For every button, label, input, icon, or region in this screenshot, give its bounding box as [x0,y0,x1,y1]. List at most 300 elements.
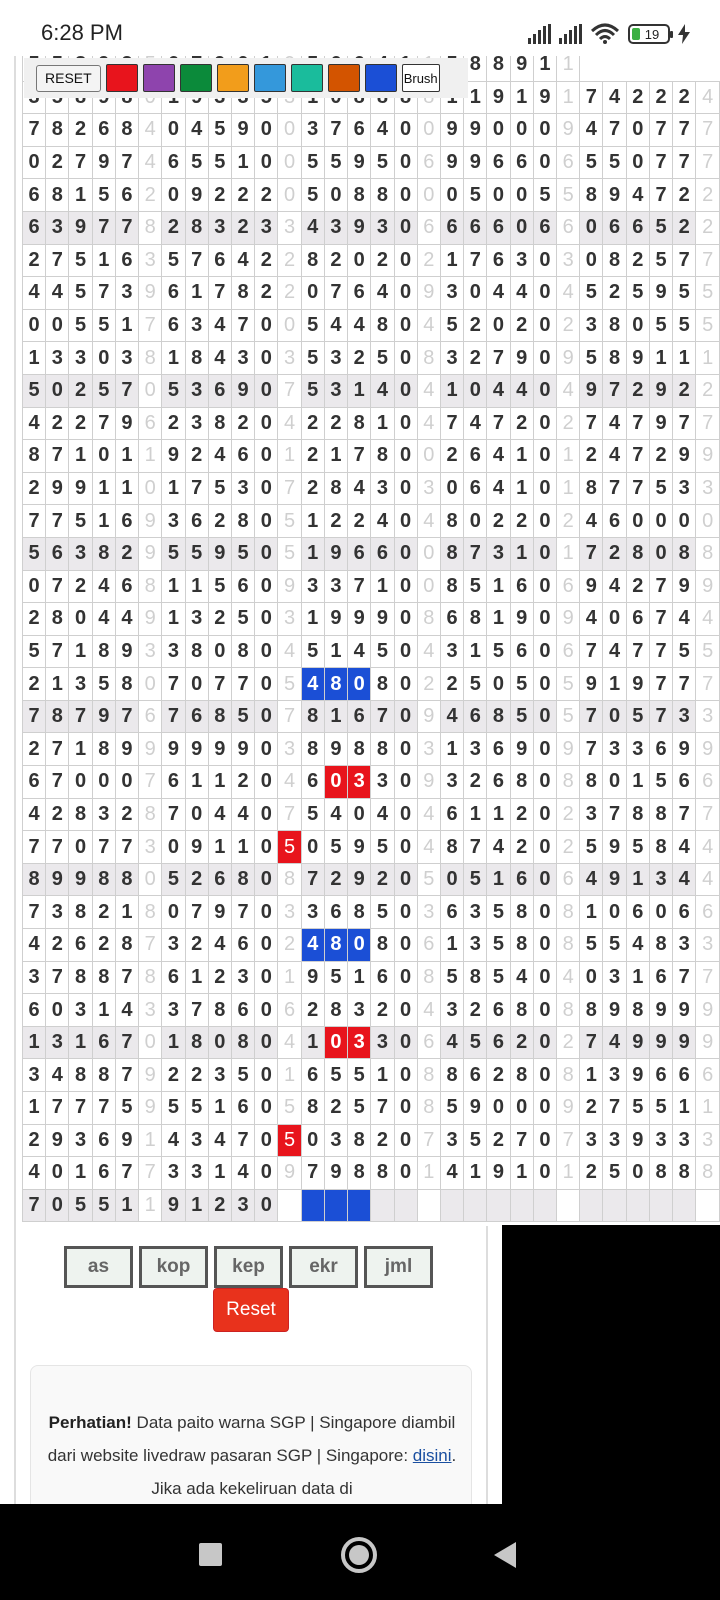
grid-cell[interactable]: 7 [696,244,720,277]
grid-cell[interactable]: 7 [580,635,603,668]
reset-button[interactable]: Reset [213,1288,289,1332]
grid-cell[interactable]: 4 [673,831,696,864]
grid-cell[interactable]: 3 [301,570,324,603]
grid-cell[interactable]: 5 [603,1157,626,1190]
grid-cell[interactable]: 0 [394,733,417,766]
grid-cell[interactable]: 7 [115,374,138,407]
grid-cell[interactable]: 2 [301,440,324,473]
grid-cell[interactable]: 2 [626,244,649,277]
grid-cell[interactable]: 5 [580,342,603,375]
grid-cell[interactable]: 1 [626,961,649,994]
grid-cell[interactable]: 8 [301,733,324,766]
grid-cell[interactable]: 0 [533,342,556,375]
grid-cell[interactable]: 1 [464,81,487,114]
grid-cell[interactable]: 8 [557,766,580,799]
grid-cell[interactable]: 3 [673,700,696,733]
grid-cell[interactable]: 6 [92,1124,115,1157]
grid-cell[interactable]: 6 [348,537,371,570]
grid-cell[interactable]: 8 [440,505,463,538]
grid-cell[interactable]: 6 [301,1059,324,1092]
grid-cell[interactable]: 4 [324,798,347,831]
grid-cell[interactable]: 8 [371,929,394,962]
grid-cell[interactable]: 3 [371,472,394,505]
grid-cell[interactable]: 5 [324,831,347,864]
grid-cell[interactable]: 8 [603,342,626,375]
grid-cell[interactable]: 0 [533,798,556,831]
grid-cell[interactable]: 8 [231,635,254,668]
grid-cell[interactable]: 0 [255,505,278,538]
grid-cell[interactable]: 7 [487,342,510,375]
grid-cell[interactable]: 0 [348,929,371,962]
grid-cell[interactable]: 0 [673,505,696,538]
grid-cell[interactable]: 2 [673,211,696,244]
grid-cell[interactable]: 6 [673,896,696,929]
grid-cell[interactable]: 9 [673,1026,696,1059]
grid-cell[interactable]: 7 [580,81,603,114]
grid-cell[interactable]: 6 [371,537,394,570]
grid-cell[interactable]: 8 [464,961,487,994]
grid-cell[interactable]: 9 [487,81,510,114]
grid-cell[interactable]: 9 [603,994,626,1027]
grid-cell[interactable]: 4 [162,1124,185,1157]
grid-cell[interactable]: 5 [23,374,46,407]
grid-cell[interactable]: 6 [464,1059,487,1092]
grid-cell[interactable]: 1 [301,505,324,538]
grid-cell[interactable]: 0 [649,896,672,929]
grid-cell[interactable]: 0 [394,211,417,244]
grid-cell[interactable]: 4 [348,309,371,342]
grid-cell[interactable]: 6 [162,309,185,342]
grid-cell[interactable]: 5 [231,603,254,636]
grid-cell[interactable]: 0 [46,374,69,407]
grid-cell[interactable]: 0 [533,407,556,440]
grid-cell[interactable]: 7 [162,798,185,831]
grid-cell[interactable]: 2 [162,407,185,440]
grid-cell[interactable]: 0 [394,994,417,1027]
grid-cell[interactable]: 7 [278,798,301,831]
grid-cell[interactable]: 7 [417,1124,440,1157]
grid-cell[interactable]: 0 [533,570,556,603]
grid-cell[interactable]: 0 [533,831,556,864]
grid-cell[interactable]: 5 [464,863,487,896]
grid-cell[interactable]: 7 [371,700,394,733]
grid-cell[interactable]: 1 [231,146,254,179]
grid-cell[interactable]: 8 [208,700,231,733]
grid-cell[interactable]: 1 [301,537,324,570]
grid-cell[interactable]: 1 [371,1059,394,1092]
grid-cell[interactable]: 7 [510,1124,533,1157]
grid-cell[interactable] [603,1189,626,1222]
grid-cell[interactable]: 0 [23,146,46,179]
grid-cell[interactable]: 8 [139,961,162,994]
grid-cell[interactable]: 0 [533,114,556,147]
grid-cell[interactable]: 2 [464,766,487,799]
grid-cell[interactable]: 5 [185,146,208,179]
grid-cell[interactable]: 6 [557,635,580,668]
grid-cell[interactable]: 0 [394,407,417,440]
grid-cell[interactable]: 1 [92,472,115,505]
grid-cell[interactable]: 9 [115,407,138,440]
grid-cell[interactable]: 7 [626,472,649,505]
grid-cell[interactable]: 1 [440,733,463,766]
grid-cell[interactable]: 2 [231,407,254,440]
grid-cell[interactable]: 4 [348,472,371,505]
filter-kop-button[interactable]: kop [139,1246,208,1288]
grid-cell[interactable]: 0 [255,896,278,929]
grid-cell[interactable]: 8 [348,407,371,440]
grid-cell[interactable]: 9 [46,472,69,505]
grid-cell[interactable]: 6 [649,1059,672,1092]
grid-cell[interactable]: 5 [69,309,92,342]
grid-cell[interactable]: 9 [696,570,720,603]
grid-cell[interactable]: 3 [231,1189,254,1222]
grid-cell[interactable]: 8 [301,244,324,277]
grid-cell[interactable]: 5 [92,309,115,342]
grid-cell[interactable]: 9 [417,700,440,733]
grid-cell[interactable]: 7 [649,635,672,668]
grid-cell[interactable]: 2 [371,994,394,1027]
grid-cell[interactable]: 0 [394,472,417,505]
grid-cell[interactable]: 4 [440,700,463,733]
grid-cell[interactable]: 6 [626,603,649,636]
grid-cell[interactable]: 8 [464,603,487,636]
grid-cell[interactable]: 0 [255,309,278,342]
grid-cell[interactable] [394,1189,417,1222]
grid-cell[interactable]: 0 [533,537,556,570]
grid-cell[interactable]: 3 [348,766,371,799]
reset-colors-button[interactable]: RESET [36,65,101,92]
grid-cell[interactable]: 2 [557,407,580,440]
grid-cell[interactable]: 6 [626,896,649,929]
grid-cell[interactable]: 7 [278,374,301,407]
grid-cell[interactable]: 5 [371,831,394,864]
grid-cell[interactable]: 3 [487,537,510,570]
grid-cell[interactable]: 7 [603,472,626,505]
grid-cell[interactable]: 5 [231,700,254,733]
grid-cell[interactable]: 4 [603,407,626,440]
grid-cell[interactable]: 1 [440,244,463,277]
grid-cell[interactable]: 3 [324,374,347,407]
grid-cell[interactable]: 0 [417,570,440,603]
grid-cell[interactable]: 7 [696,146,720,179]
grid-cell[interactable]: 7 [46,244,69,277]
grid-cell[interactable]: 8 [185,1026,208,1059]
grid-cell[interactable]: 9 [69,472,92,505]
home-icon[interactable] [341,1537,377,1573]
filter-as-button[interactable]: as [64,1246,133,1288]
grid-cell[interactable]: 0 [533,1124,556,1157]
grid-cell[interactable]: 6 [92,1026,115,1059]
grid-cell[interactable]: 9 [69,863,92,896]
grid-cell[interactable]: 5 [185,1092,208,1125]
grid-cell[interactable]: 8 [69,798,92,831]
grid-cell[interactable]: 0 [301,831,324,864]
grid-cell[interactable]: 8 [69,1059,92,1092]
grid-cell[interactable]: 7 [348,440,371,473]
grid-cell[interactable]: 0 [394,603,417,636]
grid-cell[interactable]: 7 [626,407,649,440]
grid-cell[interactable]: 1 [626,766,649,799]
grid-cell[interactable]: 8 [649,798,672,831]
grid-cell[interactable]: 6 [649,733,672,766]
grid-cell[interactable]: 0 [487,1092,510,1125]
grid-cell[interactable]: 0 [649,505,672,538]
grid-cell[interactable]: 6 [231,1092,254,1125]
grid-cell[interactable]: 0 [487,668,510,701]
grid-cell[interactable] [557,1189,580,1222]
grid-cell[interactable]: 5 [464,570,487,603]
grid-cell[interactable]: 7 [46,570,69,603]
grid-cell[interactable] [440,1189,463,1222]
grid-cell[interactable]: 7 [324,277,347,310]
grid-cell[interactable]: 1 [324,700,347,733]
grid-cell[interactable]: 4 [417,407,440,440]
filter-kep-button[interactable]: kep [214,1246,283,1288]
grid-cell[interactable]: 7 [69,1092,92,1125]
grid-cell[interactable]: 0 [603,700,626,733]
grid-cell[interactable]: 8 [371,1157,394,1190]
grid-cell[interactable]: 6 [557,863,580,896]
grid-cell[interactable]: 2 [301,407,324,440]
grid-cell[interactable] [371,1189,394,1222]
grid-cell[interactable]: 7 [696,114,720,147]
grid-cell[interactable]: 4 [417,374,440,407]
grid-cell[interactable]: 9 [324,733,347,766]
grid-cell[interactable]: 4 [580,863,603,896]
grid-cell[interactable]: 8 [417,1059,440,1092]
grid-cell[interactable]: 7 [46,440,69,473]
grid-cell[interactable]: 8 [557,1059,580,1092]
grid-cell[interactable]: 0 [255,863,278,896]
grid-cell[interactable]: 3 [603,1124,626,1157]
grid-cell[interactable]: 0 [533,994,556,1027]
grid-cell[interactable]: 3 [696,700,720,733]
grid-cell[interactable]: 3 [23,961,46,994]
grid-cell[interactable]: 6 [115,570,138,603]
grid-cell[interactable]: 0 [255,374,278,407]
grid-cell[interactable]: 0 [533,603,556,636]
grid-cell[interactable]: 1 [278,1059,301,1092]
grid-cell[interactable]: 7 [649,668,672,701]
grid-cell[interactable]: 0 [440,179,463,212]
grid-cell[interactable]: 7 [23,1189,46,1222]
grid-cell[interactable]: 2 [649,81,672,114]
grid-cell[interactable]: 7 [464,244,487,277]
grid-cell[interactable]: 3 [324,211,347,244]
grid-cell[interactable]: 2 [278,929,301,962]
grid-cell[interactable]: 9 [162,440,185,473]
grid-cell[interactable]: 7 [115,831,138,864]
grid-cell[interactable]: 9 [696,994,720,1027]
grid-cell[interactable]: 0 [162,114,185,147]
grid-cell[interactable]: 6 [231,929,254,962]
grid-cell[interactable]: 5 [278,1092,301,1125]
grid-cell[interactable]: 0 [533,440,556,473]
grid-cell[interactable]: 7 [348,570,371,603]
grid-cell[interactable]: 9 [46,863,69,896]
grid-cell[interactable]: 5 [278,1124,301,1157]
grid-cell[interactable]: 7 [649,700,672,733]
grid-cell[interactable]: 7 [23,896,46,929]
grid-cell[interactable]: 9 [557,114,580,147]
grid-cell[interactable]: 3 [162,994,185,1027]
color-swatch[interactable] [180,64,212,92]
grid-cell[interactable]: 0 [139,374,162,407]
grid-cell[interactable]: 7 [301,1157,324,1190]
grid-cell[interactable]: 2 [23,472,46,505]
grid-cell[interactable]: 3 [580,1124,603,1157]
grid-cell[interactable]: 3 [46,1026,69,1059]
grid-cell[interactable]: 8 [185,211,208,244]
grid-cell[interactable]: 8 [348,896,371,929]
grid-cell[interactable]: 0 [394,896,417,929]
grid-cell[interactable]: 1 [440,374,463,407]
grid-cell[interactable]: 0 [533,766,556,799]
grid-cell[interactable]: 4 [23,929,46,962]
grid-cell[interactable]: 9 [673,570,696,603]
grid-cell[interactable]: 4 [23,1157,46,1190]
grid-cell[interactable]: 4 [348,635,371,668]
grid-cell[interactable]: 3 [185,1157,208,1190]
grid-cell[interactable]: 5 [92,1189,115,1222]
grid-cell[interactable]: 7 [580,537,603,570]
grid-cell[interactable]: 8 [603,244,626,277]
grid-cell[interactable]: 9 [649,994,672,1027]
grid-cell[interactable]: 8 [696,1157,720,1190]
grid-cell[interactable]: 3 [696,472,720,505]
grid-cell[interactable]: 4 [417,831,440,864]
grid-cell[interactable]: 0 [255,1092,278,1125]
grid-cell[interactable]: 5 [301,798,324,831]
grid-cell[interactable]: 9 [46,1124,69,1157]
grid-cell[interactable]: 0 [533,1157,556,1190]
grid-cell[interactable]: 0 [301,277,324,310]
grid-cell[interactable]: 8 [46,700,69,733]
grid-cell[interactable]: 0 [533,700,556,733]
grid-cell[interactable]: 0 [533,961,556,994]
grid-cell[interactable]: 3 [185,603,208,636]
grid-cell[interactable]: 2 [162,1059,185,1092]
grid-cell[interactable]: 1 [626,863,649,896]
grid-cell[interactable]: 0 [533,929,556,962]
grid-cell[interactable]: 3 [603,733,626,766]
grid-cell[interactable]: 7 [139,929,162,962]
grid-cell[interactable]: 1 [487,863,510,896]
grid-cell[interactable]: 4 [696,81,720,114]
grid-cell[interactable]: 7 [115,1157,138,1190]
grid-cell[interactable]: 8 [115,668,138,701]
grid-cell[interactable]: 4 [208,309,231,342]
grid-cell[interactable]: 0 [394,342,417,375]
grid-cell[interactable]: 0 [208,635,231,668]
grid-cell[interactable]: 4 [23,798,46,831]
grid-cell[interactable]: 3 [208,1059,231,1092]
grid-cell[interactable]: 6 [162,961,185,994]
grid-cell[interactable]: 5 [673,277,696,310]
grid-cell[interactable]: 0 [324,179,347,212]
grid-cell[interactable]: 7 [208,277,231,310]
grid-cell[interactable]: 8 [92,537,115,570]
grid-cell[interactable]: 4 [696,863,720,896]
grid-cell[interactable]: 3 [46,342,69,375]
grid-cell[interactable]: 6 [231,440,254,473]
grid-cell[interactable]: 4 [92,570,115,603]
grid-cell[interactable]: 5 [162,374,185,407]
grid-cell[interactable]: 0 [696,505,720,538]
grid-cell[interactable]: 7 [139,309,162,342]
grid-cell[interactable]: 8 [673,537,696,570]
grid-cell[interactable]: 7 [92,831,115,864]
grid-cell[interactable]: 3 [696,1124,720,1157]
grid-cell[interactable]: 0 [533,733,556,766]
grid-cell[interactable]: 1 [510,1157,533,1190]
grid-cell[interactable]: 4 [208,798,231,831]
grid-cell[interactable]: 1 [557,1157,580,1190]
grid-cell[interactable]: 7 [464,831,487,864]
grid-cell[interactable]: 7 [603,374,626,407]
grid-cell[interactable]: 0 [324,766,347,799]
grid-cell[interactable]: 5 [649,211,672,244]
grid-cell[interactable]: 0 [394,309,417,342]
grid-cell[interactable]: 1 [673,1092,696,1125]
grid-cell[interactable]: 9 [603,831,626,864]
grid-cell[interactable]: 0 [255,929,278,962]
grid-cell[interactable]: 4 [557,277,580,310]
grid-cell[interactable]: 1 [301,1026,324,1059]
grid-cell[interactable]: 9 [301,961,324,994]
grid-cell[interactable]: 6 [440,798,463,831]
grid-cell[interactable]: 0 [394,1026,417,1059]
grid-cell[interactable]: 3 [673,929,696,962]
grid-cell[interactable]: 0 [487,309,510,342]
grid-cell[interactable]: 2 [115,798,138,831]
grid-cell[interactable]: 5 [696,277,720,310]
grid-cell[interactable]: 2 [417,244,440,277]
grid-cell[interactable]: 9 [580,570,603,603]
grid-cell[interactable]: 4 [696,603,720,636]
grid-cell[interactable]: 8 [440,831,463,864]
grid-cell[interactable]: 3 [162,635,185,668]
grid-cell[interactable]: 9 [603,179,626,212]
grid-cell[interactable]: 3 [464,733,487,766]
grid-cell[interactable]: 2 [696,179,720,212]
grid-cell[interactable]: 2 [231,179,254,212]
grid-cell[interactable]: 4 [301,211,324,244]
grid-cell[interactable]: 6 [626,211,649,244]
grid-cell[interactable]: 0 [255,570,278,603]
grid-cell[interactable]: 4 [487,440,510,473]
grid-cell[interactable]: 5 [278,505,301,538]
grid-cell[interactable]: 7 [324,114,347,147]
grid-cell[interactable]: 7 [580,1026,603,1059]
grid-cell[interactable]: 9 [603,863,626,896]
grid-cell[interactable]: 4 [371,114,394,147]
grid-cell[interactable]: 0 [533,244,556,277]
grid-cell[interactable]: 6 [510,146,533,179]
grid-cell[interactable]: 2 [464,309,487,342]
grid-cell[interactable]: 0 [626,309,649,342]
grid-cell[interactable]: 2 [208,961,231,994]
filter-jml-button[interactable]: jml [364,1246,433,1288]
grid-cell[interactable]: 8 [69,896,92,929]
grid-cell[interactable]: 9 [139,1059,162,1092]
grid-cell[interactable] [533,1189,556,1222]
grid-cell[interactable]: 2 [115,537,138,570]
grid-cell[interactable]: 2 [324,863,347,896]
grid-cell[interactable]: 4 [371,277,394,310]
grid-cell[interactable]: 4 [603,440,626,473]
grid-cell[interactable]: 7 [487,407,510,440]
